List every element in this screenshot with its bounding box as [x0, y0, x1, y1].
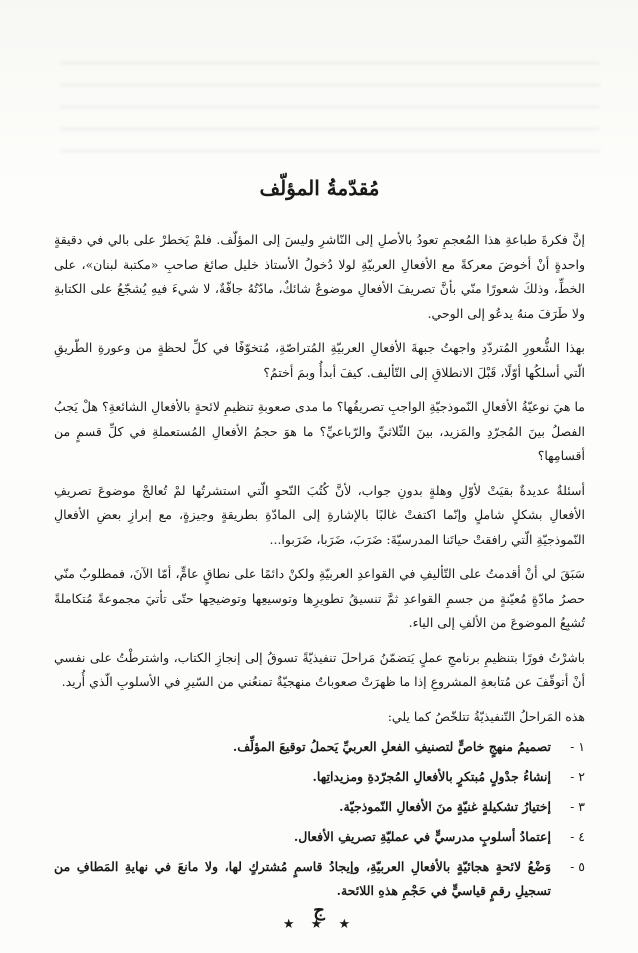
section-divider-stars: ★ ★ ★ — [282, 917, 357, 932]
list-item-number: ٢ - — [570, 769, 585, 784]
list-item — [54, 765, 585, 789]
list-item-text: إنشاءُ جدْولٍ مُبتكرٍ بالأفعالِ المُجرّدةِ ومزيداتِها. — [312, 769, 551, 784]
stages-list — [54, 735, 585, 903]
page-title: مُقدّمةُ المؤلّف — [259, 176, 380, 200]
paragraph-3: ما هيَ نوعيّةُ الأفعالِ النّموذجيّةِ الواجبِ تصريفُها؟ ما مدى صعوبةِ تنظيمِ لائحةٍ بالأفعالِ الشائعةِ؟ هلْ يَجبُ الفصلُ بينَ المُجرّدِ والمَزيد، بينَ الثّلاثيِّ والرّباعيِّ؟ ما هوَ حجمُ الأفعالِ المُستعملةِ في كلِّ قسمٍ من أقسامِها؟ — [54, 399, 585, 463]
list-item-number: ٤ - — [570, 829, 585, 844]
list-item-number: ٥ - — [570, 859, 585, 874]
list-item — [54, 795, 585, 819]
list-item — [54, 855, 585, 903]
list-item-text: وَضْعُ لائحةٍ هجائيّةٍ بالأفعالِ العربيّةِ، وإيجادُ قاسمٍ مُشتركٍ لها، ولا مانعَ في نهايةِ المَطافِ من تسجيلِ رقمٍ قياسيٍّ في حَجْمِ هذهِ اللائحة. — [54, 859, 551, 898]
list-item-number: ١ - — [570, 739, 585, 754]
list-item — [54, 735, 585, 759]
paragraph-1: إنَّ فكرةَ طباعةِ هذا المُعجمِ تعودُ بالأصلِ إلى النّاشرِ وليسَ إلى المؤلّف. فلمْ يَخطرْ على بالي في دقيقةٍ واحدةٍ أنْ أخوضَ معركةً مع الأفعالِ العربيّةِ لولا دُخولُ الأستاذ خليل صائغ صاحبِ «مكتبة لبنان»، على الخطِّ، وذلكَ شعورًا منّي بأنَّ تصريفَ الأفعالِ موضوعٌ شائكٌ، مادّتُهُ جافّةٌ، لا شيءَ فيهِ يُشجّعُ على الكتابةِ ولا طَرَفَ منهُ يدعُو إلى الوحي. — [54, 232, 585, 321]
list-item — [54, 825, 585, 849]
bleed-through-shadow — [60, 48, 600, 158]
paragraph-7: هذه المَراحلُ التّنفيذيّةُ تتلخّصُ كما يلي: — [387, 708, 585, 724]
paragraph-5: سَبَقَ لي أنْ أقدمتُ على التّأليفِ في القواعدِ العربيّةِ ولكنْ دائمًا على نطاقٍ عامٍّ، أمّا الآنَ، فمطلوبٌ منّي حصرُ مادّةٍ مُعيّنةٍ من جسمِ القواعدِ ثمَّ تنسيقُ تطويرِها وتوسيعِها وتوضيحِها حتّى تأتيَ مجموعةً مُتكاملةً تُشبِعُ الموضوعَ من الألفِ إلى الياء. — [54, 566, 585, 630]
preface-body — [54, 176, 585, 932]
paragraph-4: أسئلةٌ عديدةٌ بقيَتْ لأوّلِ وهلةٍ بدونِ جواب، لأنَّ كُتُبَ النّحوِ الّتي استشرتُها لمْ تُعالجْ موضوعَ تصريفِ الأفعالِ بشكلٍ شاملٍ وإنّما اكتفتْ غالبًا بالإشارةِ إلى المادّةِ بطريقةٍ وجيزةٍ، مع إبرازِ بعضِ الأفعالِ النّموذجيّةِ الّتي رافقتْ حياتَنا المدرسيّةَ: ضَرَبَ، ضَرَبا، ضَرَبوا... — [54, 482, 585, 547]
paragraph-6: باشرْتُ فورًا بتنظيمِ برنامجِ عملٍ يَتضمّنُ مَراحلَ تنفيذيّةً تسوقُ إلى إنجازِ الكتاب، واشترطْتُ على نفسي أنْ أتوقّفَ عن مُتابعةِ المشروعِ إذا ما ظهرَتْ صعوباتٌ منهجيّةٌ تمنعُني من السّيرِ في الأسلوبِ الّذي أُريد. — [54, 649, 585, 689]
list-item-text: تصميمُ منهجٍ خاصٍّ لتصنيفِ الفعلِ العربيِّ يَحملُ توقيعَ المؤلِّف. — [232, 739, 551, 754]
list-item-number: ٣ - — [570, 799, 585, 814]
paragraph-2: بهذا الشُّعورِ المُتردّدِ واجهتُ جبهةَ الأفعالِ العربيّةِ المُتراصّةِ، مُتخوّفًا في كلِّ لحظةٍ من وعورةِ الطّريقِ الّتي أسلكُها أوّلًا، قَبْلَ الانطلاقِ إلى التّأليف. كيفَ أبدأُ وبمَ أختمُ؟ — [54, 340, 585, 380]
list-item-text: إختيارُ تشكيلةٍ غنيّةٍ منَ الأفعالِ النّموذجيّة. — [339, 799, 551, 814]
page-number: ج — [313, 900, 325, 921]
list-item-text: إعتمادُ أسلوبٍ مدرسيٍّ في عمليّةِ تصريفِ الأفعال. — [293, 829, 551, 844]
